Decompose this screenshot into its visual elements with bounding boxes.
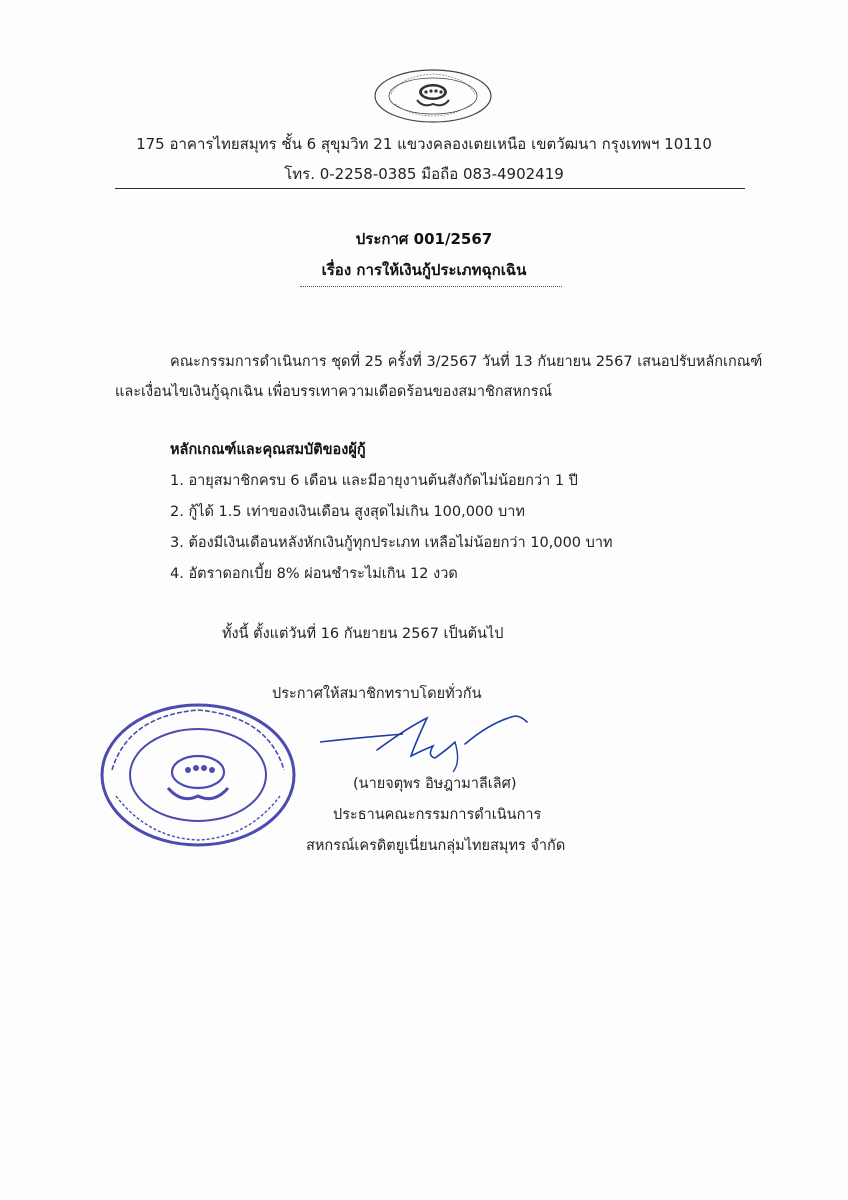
criteria-item-2: 2. กู้ได้ 1.5 เท่าของเงินเดือน สูงสุดไม่เกิน 100,000 บาท bbox=[170, 504, 525, 520]
announcement-subject: เรื่อง การให้เงินกู้ประเภทฉุกเฉิน bbox=[321, 261, 527, 279]
body-paragraph-line-1: คณะกรรมการดำเนินการ ชุดที่ 25 ครั้งที่ 3/2567 วันที่ 13 กันยายน 2567 เสนอปรับหลักเกณฑ์ bbox=[170, 354, 763, 370]
criteria-heading: หลักเกณฑ์และคุณสมบัติของผู้กู้ bbox=[170, 442, 366, 458]
criteria-item-3: 3. ต้องมีเงินเดือนหลังหักเงินกู้ทุกประเภท เหลือไม่น้อยกว่า 10,000 บาท bbox=[170, 535, 613, 551]
official-stamp-icon bbox=[98, 700, 298, 850]
body-paragraph-line-2: และเงื่อนไขเงินกู้ฉุกเฉิน เพื่อบรรเทาความเดือดร้อนของสมาชิกสหกรณ์ bbox=[115, 384, 553, 400]
cooperative-logo-icon bbox=[371, 66, 495, 126]
signatory-organization: สหกรณ์เครดิตยูเนี่ยนกลุ่มไทยสมุทร จำกัด bbox=[306, 838, 566, 854]
criteria-item-1: 1. อายุสมาชิกครบ 6 เดือน และมีอายุงานต้นสังกัดไม่น้อยกว่า 1 ปี bbox=[170, 473, 578, 489]
effective-date-text: ทั้งนี้ ตั้งแต่วันที่ 16 กันยายน 2567 เป็นต้นไป bbox=[222, 626, 504, 642]
announcement-number: ประกาศ 001/2567 bbox=[355, 230, 493, 248]
subject-dotted-divider bbox=[300, 286, 562, 287]
handwritten-signature-icon bbox=[315, 700, 535, 780]
letterhead-address: 175 อาคารไทยสมุทร ชั้น 6 สุขุมวิท 21 แขวงคลองเตยเหนือ เขตวัฒนา กรุงเทพฯ 10110 bbox=[136, 135, 712, 153]
header-divider bbox=[115, 188, 745, 189]
criteria-item-4: 4. อัตราดอกเบี้ย 8% ผ่อนชำระไม่เกิน 12 งวด bbox=[170, 566, 458, 582]
announce-to-members-text: ประกาศให้สมาชิกทราบโดยทั่วกัน bbox=[272, 686, 482, 702]
letterhead-contact: โทร. 0-2258-0385 มือถือ 083-4902419 bbox=[284, 165, 564, 183]
signatory-position: ประธานคณะกรรมการดำเนินการ bbox=[333, 807, 542, 823]
signatory-name: (นายจตุพร อิษฎามาลีเลิศ) bbox=[353, 776, 517, 792]
